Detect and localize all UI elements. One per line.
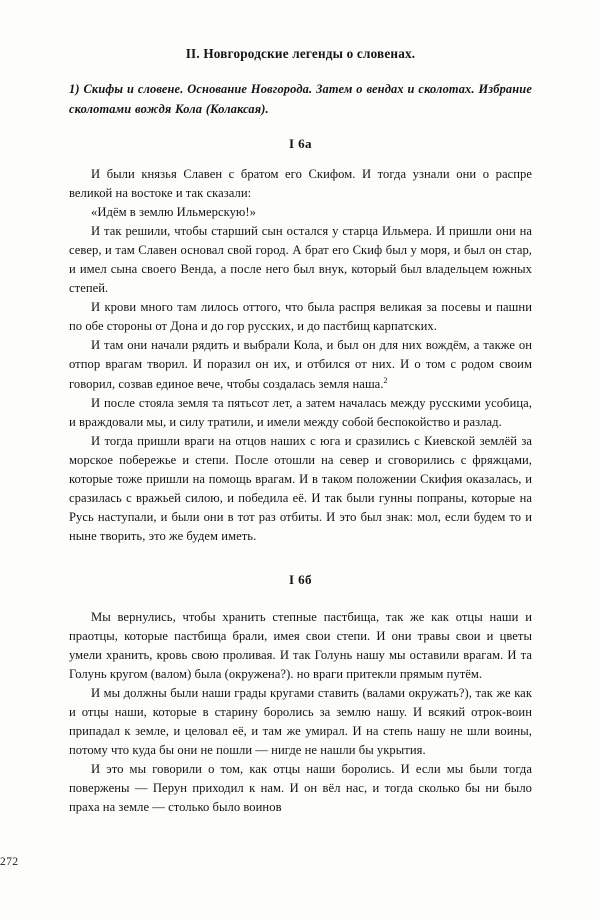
paragraph: И тогда пришли враги на отцов наших с юга и сразились с Киевской землёй за морское побережье и степи. После отошли на север и сговорились с фряжцами, которые тоже пришли на помощь врагам. И в таком положении Скифия оказалась, и сразилась с вражьей силою, и победила её. И так были гунны попраны, которые на Русь наступали, и были они в тот раз отбиты. И это был знак: мол, если будем то и ныне творить, это же будем иметь. (69, 433, 532, 543)
paragraph: И крови много там лилось оттого, что была распря великая за посевы и пашни по обе стороны от Дона и до гор русских, и до пастбищ карпатских. (69, 300, 532, 334)
tablet-heading-6a: I 6а (289, 136, 312, 151)
section-subtitle (69, 62, 532, 119)
subtitle-number: 1) (69, 82, 80, 96)
page-content (69, 0, 532, 920)
paragraph: И там они начали рядить и выбрали Кола, и был он для них вождём, а также он отпор врагам творил. И поразил он их, и отбился от них. И о том с родом своим говорил, созвав единое вече, чтобы создалась земля наша.$^2$ (69, 338, 532, 391)
tablet-body-6b (69, 588, 532, 818)
section-heading: II. Новгородские легенды о словенах. (185, 46, 416, 61)
paragraph: «Идём в землю Ильмерскую!» (91, 205, 256, 220)
paragraph: Мы вернулись, чтобы хранить степные пастбища, так же как отцы наши и праотцы, которые пастбища брали, имея свои степи. И они травы свои и цветы умели хранить, кровь свою проливая. И так Голунь нашу мы оставили врагам. И та Голунь кругом (валом) была (окружена?). но враги притекли прямым путём. (69, 609, 532, 682)
footnote-reference-marker[interactable]: 2 (383, 375, 388, 385)
paragraph: И после стояла земля та пятьсот лет, а затем началась между русскими усобица, и враждовали мы, и силу тратили, и имели между собой беспокойство и разлад. (69, 395, 532, 429)
page-number: 272 (0, 856, 19, 868)
tablet-heading-6b: I 6б (289, 571, 312, 587)
subtitle-text: Скифы и словене. Основание Новгорода. Затем о вендах и сколотах. Избрание сколотами вождя Кола (Колаксая). (69, 82, 532, 116)
paragraph: И это мы говорили о том, как отцы наши боролись. И если мы были тогда повержены — Перун приходил к нам. И он вёл нас, и тогда сколько бы ни было праха на земле — столько было воинов (69, 762, 532, 815)
paragraph: И так решили, чтобы старший сын остался у старца Ильмера. И пришли они на север, и там Славен основал свой город. А брат его Скиф был у моря, и был он стар, и имел сына своего Венда, а после него был внук, который был владельцем южных степей. (69, 224, 532, 296)
paragraph: И были князья Славен с братом его Скифом. И тогда узнали они о распре великой на востоке и так сказали: (69, 167, 532, 201)
paragraph: И мы должны были наши грады кругами ставить (валами окружать?), так же как и отцы наши, которые в старину боролись за землю нашу. И всякий отрок-воин припадал к земле, и целовал её, и там же умирал. И на степь нашу не шли воины, потому что куда бы они не пошли — нигде не нашли бы укрытия. (69, 686, 532, 758)
tablet-body-6a (69, 152, 532, 546)
